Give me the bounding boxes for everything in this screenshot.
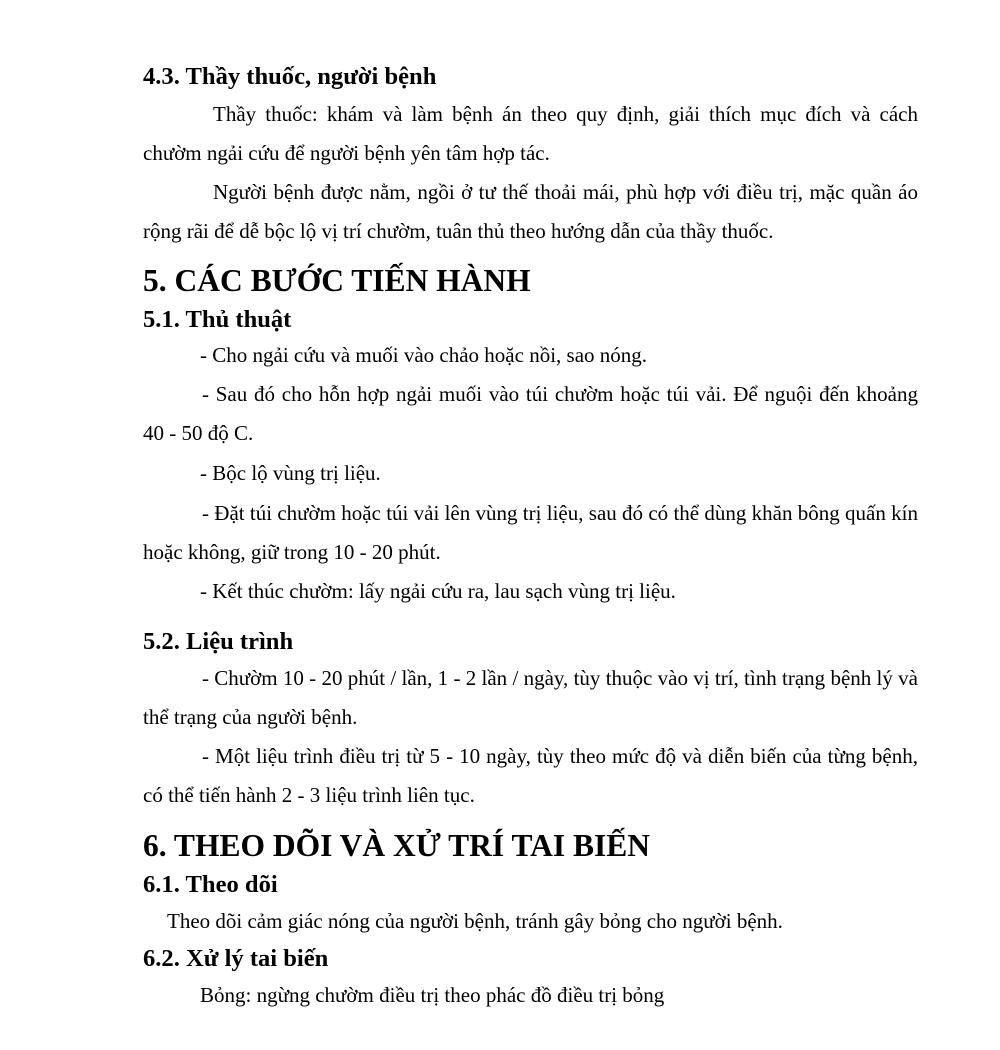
heading-6-1: 6.1. Theo dõi	[143, 871, 278, 898]
heading-4-3: 4.3. Thầy thuốc, người bệnh	[143, 63, 437, 90]
paragraph-doctor: Thầy thuốc: khám và làm bệnh án theo quy định, giải thích mục đích và cách chườm ngải cứu để người bệnh yên tâm hợp tác.	[143, 102, 918, 165]
paragraph-complication: Bỏng: ngừng chườm điều trị theo phác đồ điều trị bỏng	[200, 983, 665, 1007]
paragraph-monitoring: Theo dõi cảm giác nóng của người bệnh, tránh gây bỏng cho người bệnh.	[167, 909, 783, 933]
list-item: - Chườm 10 - 20 phút / lần, 1 - 2 lần / ngày, tùy thuộc vào vị trí, tình trạng bệnh lý và thể trạng của người bệnh.	[143, 666, 918, 729]
list-item: - Đặt túi chườm hoặc túi vải lên vùng trị liệu, sau đó có thể dùng khăn bông quấn kín hoặc không, giữ trong 10 - 20 phút.	[143, 501, 918, 564]
heading-5: 5. CÁC BƯỚC TIẾN HÀNH	[143, 263, 531, 298]
list-item: - Bộc lộ vùng trị liệu.	[200, 461, 381, 485]
heading-6: 6. THEO DÕI VÀ XỬ TRÍ TAI BIẾN	[143, 828, 651, 863]
list-item: - Kết thúc chườm: lấy ngải cứu ra, lau sạch vùng trị liệu.	[200, 579, 676, 603]
list-item: - Cho ngải cứu và muối vào chảo hoặc nồi, sao nóng.	[200, 343, 648, 367]
heading-5-2: 5.2. Liệu trình	[143, 628, 294, 655]
paragraph-patient: Người bệnh được nằm, ngồi ở tư thế thoải mái, phù hợp với điều trị, mặc quần áo rộng rãi để dễ bộc lộ vị trí chườm, tuân thủ theo hướng dẫn của thầy thuốc.	[143, 180, 918, 243]
list-item: - Một liệu trình điều trị từ 5 - 10 ngày, tùy theo mức độ và diễn biến của từng bệnh, có thể tiến hành 2 - 3 liệu trình liên tục.	[143, 744, 918, 807]
list-item: - Sau đó cho hỗn hợp ngải muối vào túi chườm hoặc túi vải. Để nguội đến khoảng 40 - 50 độ C.	[143, 382, 918, 445]
heading-5-1: 5.1. Thủ thuật	[143, 306, 292, 333]
heading-6-2: 6.2. Xử lý tai biến	[143, 945, 329, 972]
